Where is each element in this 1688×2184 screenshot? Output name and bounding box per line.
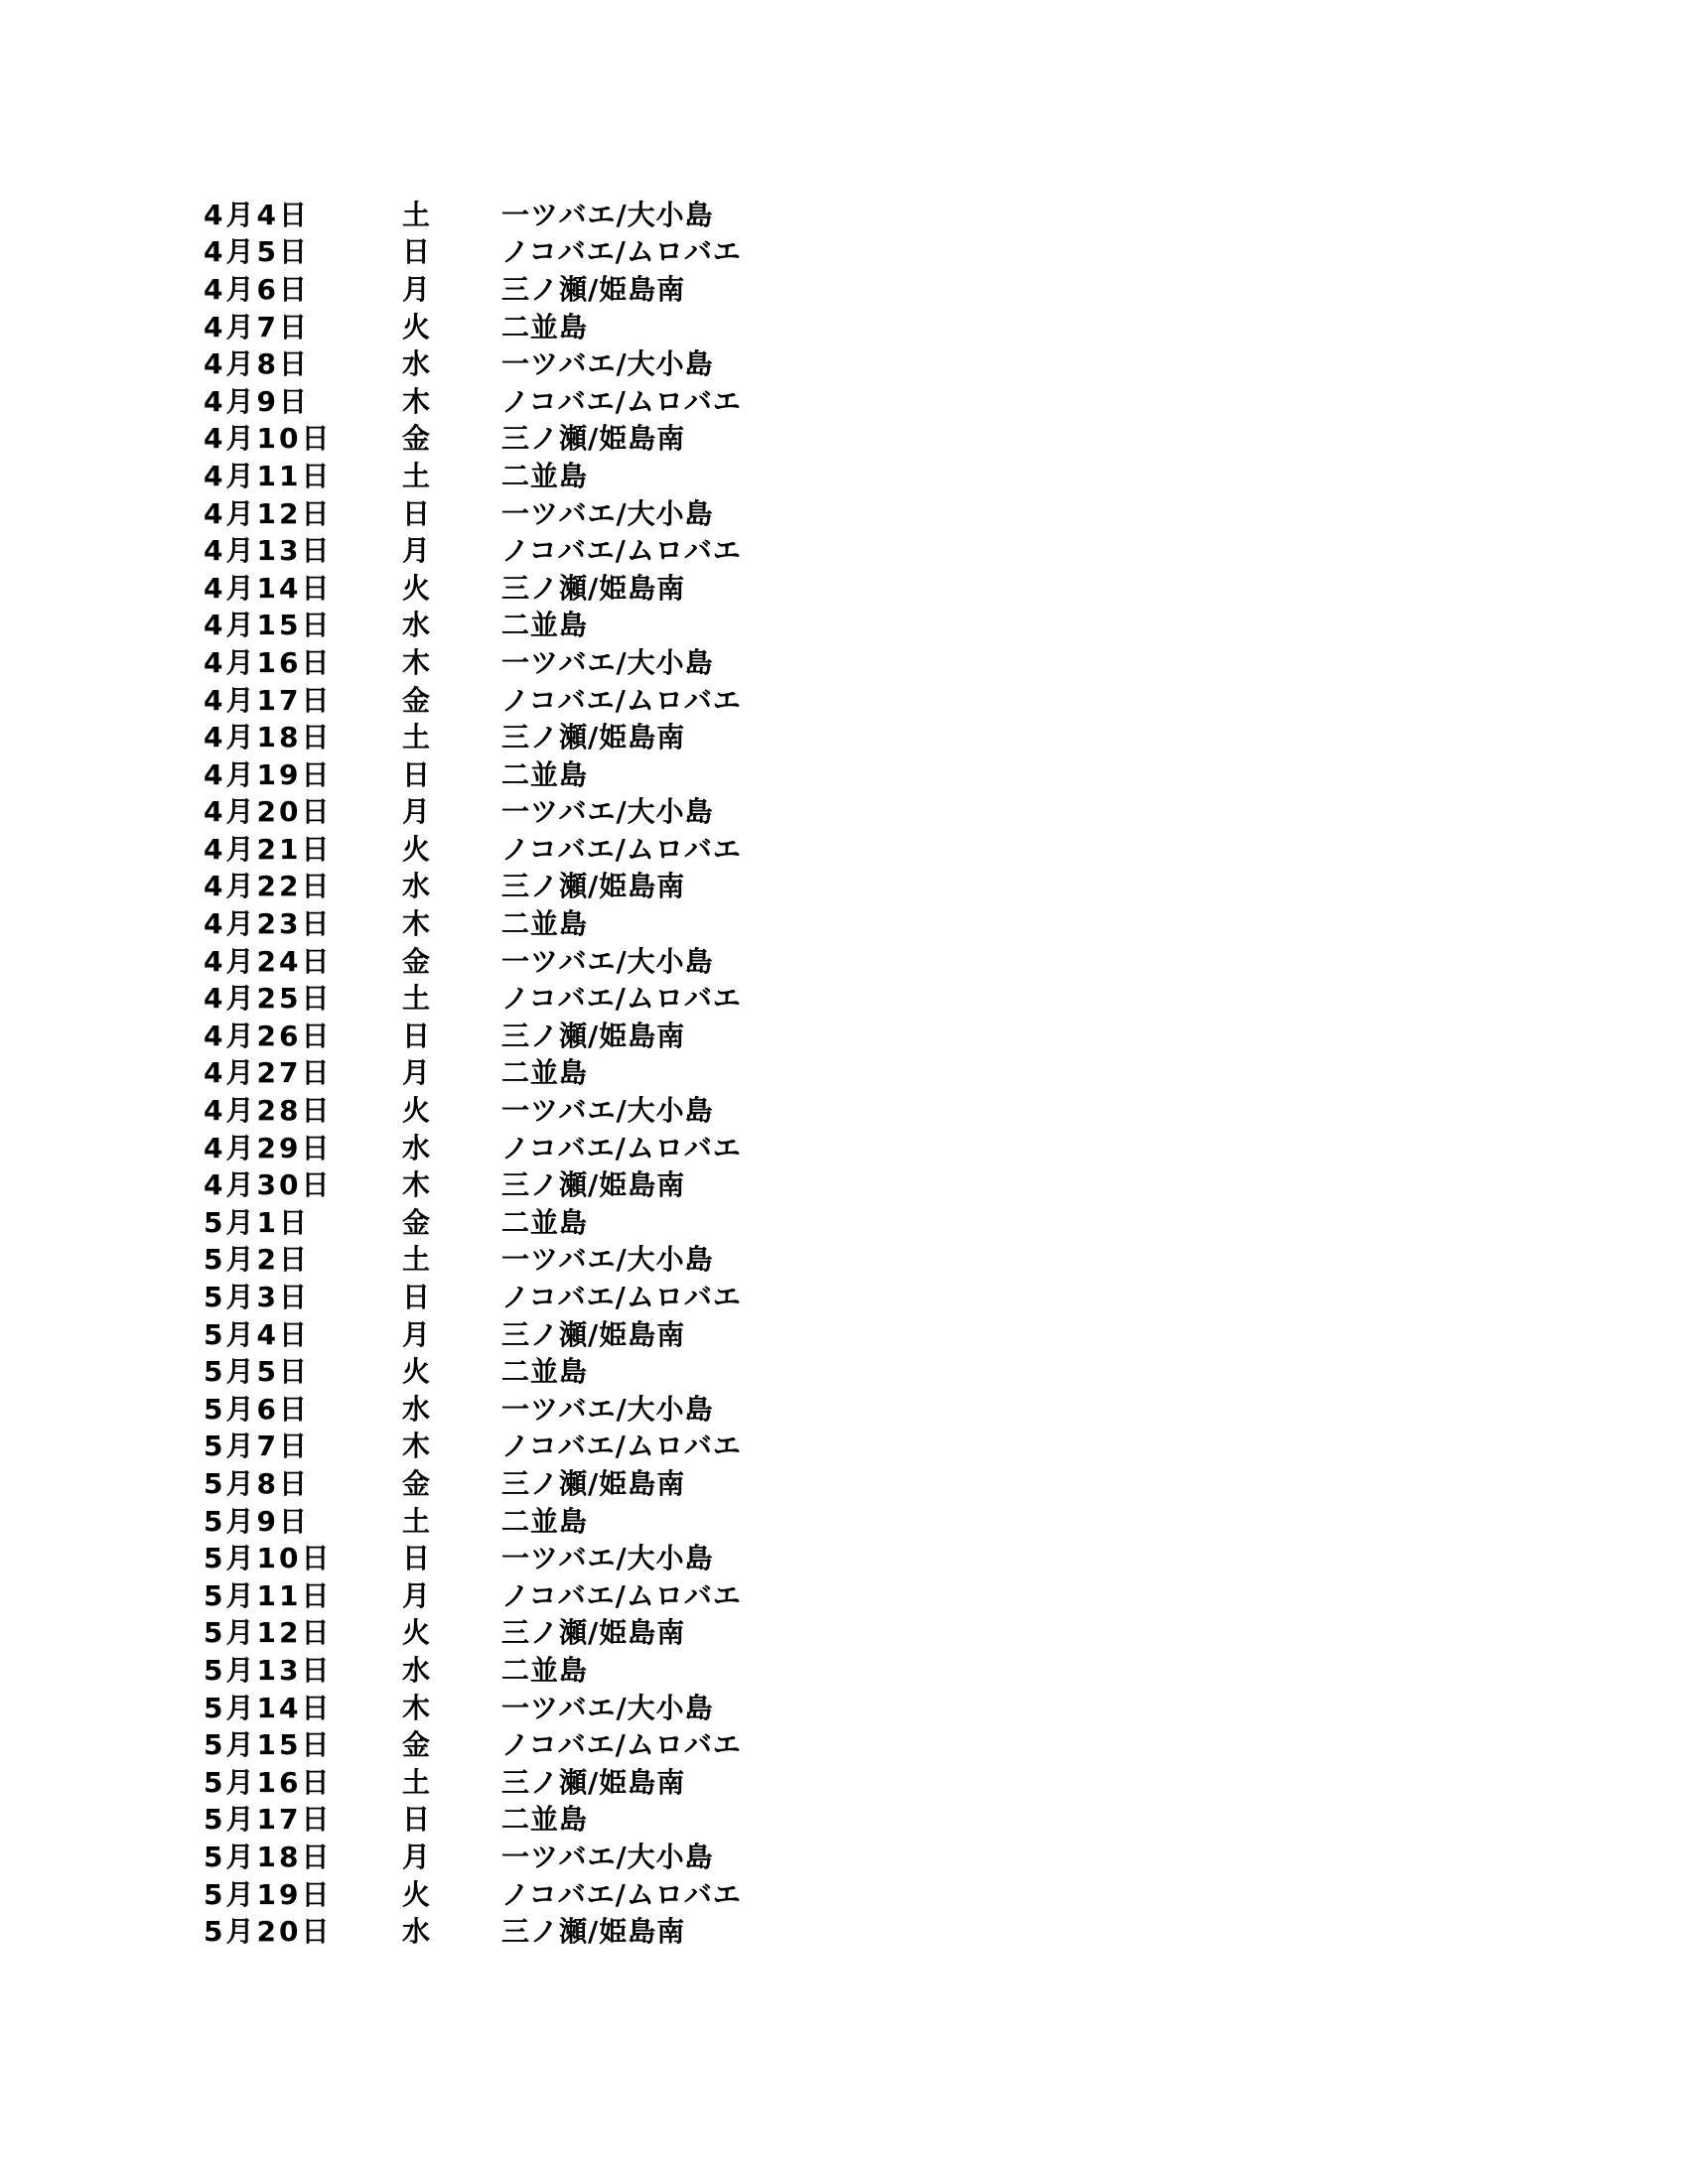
location-cell: 二並島 <box>501 459 589 492</box>
location-cell: 一ツバエ/大小島 <box>501 1392 714 1426</box>
weekday-cell: 水 <box>402 1392 431 1426</box>
date-cell: 4月6日 <box>204 272 310 306</box>
weekday-cell: 月 <box>402 1578 431 1612</box>
schedule-row <box>204 1055 899 1093</box>
date-cell: 5月12日 <box>204 1616 333 1650</box>
location-cell: ノコバエ/ムロバエ <box>501 1430 742 1463</box>
schedule-row <box>204 943 899 981</box>
weekday-cell: 日 <box>402 1803 431 1837</box>
location-cell: ノコバエ/ムロバエ <box>501 235 742 269</box>
schedule-row <box>204 831 899 869</box>
schedule-row <box>204 1726 899 1764</box>
schedule-row <box>204 197 899 234</box>
schedule-row <box>204 1018 899 1055</box>
weekday-cell: 月 <box>402 534 431 568</box>
weekday-cell: 日 <box>402 1281 431 1314</box>
date-cell: 4月28日 <box>204 1094 333 1128</box>
location-cell: 三ノ瀬/姫島南 <box>501 1466 686 1500</box>
schedule-row <box>204 1316 899 1354</box>
location-cell: 一ツバエ/大小島 <box>501 795 714 829</box>
schedule-row <box>204 719 899 756</box>
location-cell: 三ノ瀬/姫島南 <box>501 1317 686 1351</box>
schedule-row <box>204 309 899 346</box>
location-cell: 二並島 <box>501 1056 589 1090</box>
weekday-cell: 木 <box>402 384 431 418</box>
location-cell: 一ツバエ/大小島 <box>501 944 714 978</box>
location-cell: 一ツバエ/大小島 <box>501 496 714 530</box>
schedule-row <box>204 644 899 682</box>
date-cell: 4月13日 <box>204 534 333 568</box>
weekday-cell: 日 <box>402 1019 431 1052</box>
location-cell: 三ノ瀬/姫島南 <box>501 870 686 903</box>
date-cell: 4月21日 <box>204 832 333 866</box>
date-cell: 4月17日 <box>204 683 333 717</box>
location-cell: 二並島 <box>501 609 589 642</box>
date-cell: 4月5日 <box>204 235 310 269</box>
weekday-cell: 金 <box>402 422 431 456</box>
weekday-cell: 水 <box>402 870 431 903</box>
schedule-row <box>204 1577 899 1615</box>
schedule-row <box>204 1279 899 1316</box>
schedule-row <box>204 421 899 459</box>
date-cell: 5月19日 <box>204 1877 333 1911</box>
weekday-cell: 火 <box>402 1877 431 1911</box>
date-cell: 5月2日 <box>204 1243 310 1277</box>
weekday-cell: 火 <box>402 1094 431 1128</box>
schedule-row <box>204 458 899 495</box>
schedule-row <box>204 1391 899 1429</box>
weekday-cell: 水 <box>402 347 431 381</box>
date-cell: 5月9日 <box>204 1504 310 1538</box>
location-cell: ノコバエ/ムロバエ <box>501 1578 742 1612</box>
date-cell: 5月15日 <box>204 1728 333 1762</box>
location-cell: 三ノ瀬/姫島南 <box>501 272 686 306</box>
schedule-row <box>204 1652 899 1690</box>
date-cell: 4月27日 <box>204 1056 333 1090</box>
location-cell: 二並島 <box>501 310 589 343</box>
location-cell: 二並島 <box>501 1803 589 1837</box>
schedule-row <box>204 756 899 794</box>
location-cell: ノコバエ/ムロバエ <box>501 982 742 1016</box>
date-cell: 5月11日 <box>204 1578 333 1612</box>
date-cell: 4月26日 <box>204 1019 333 1052</box>
location-cell: ノコバエ/ムロバエ <box>501 1131 742 1164</box>
schedule-row <box>204 1913 899 1951</box>
schedule-row <box>204 980 899 1018</box>
location-cell: ノコバエ/ムロバエ <box>501 832 742 866</box>
weekday-cell: 火 <box>402 571 431 605</box>
weekday-cell: 木 <box>402 907 431 941</box>
schedule-row <box>204 905 899 943</box>
date-cell: 5月20日 <box>204 1915 333 1949</box>
location-cell: 一ツバエ/大小島 <box>501 1691 714 1724</box>
location-cell: ノコバエ/ムロバエ <box>501 1728 742 1762</box>
schedule-row <box>204 1465 899 1503</box>
weekday-cell: 木 <box>402 1691 431 1724</box>
date-cell: 4月15日 <box>204 609 333 642</box>
location-cell: 三ノ瀬/姫島南 <box>501 721 686 754</box>
schedule-row <box>204 1839 899 1876</box>
weekday-cell: 金 <box>402 1728 431 1762</box>
weekday-cell: 木 <box>402 1430 431 1463</box>
location-cell: 二並島 <box>501 757 589 791</box>
weekday-cell: 水 <box>402 1915 431 1949</box>
date-cell: 5月10日 <box>204 1542 333 1575</box>
weekday-cell: 火 <box>402 832 431 866</box>
location-cell: 三ノ瀬/姫島南 <box>501 1019 686 1052</box>
date-cell: 5月7日 <box>204 1430 310 1463</box>
schedule-row <box>204 1876 899 1914</box>
schedule-row <box>204 608 899 645</box>
schedule-row <box>204 234 899 272</box>
location-cell: 三ノ瀬/姫島南 <box>501 422 686 456</box>
location-cell: 一ツバエ/大小島 <box>501 1094 714 1128</box>
date-cell: 5月17日 <box>204 1803 333 1837</box>
weekday-cell: 金 <box>402 1205 431 1239</box>
schedule-row <box>204 1690 899 1727</box>
schedule-row <box>204 1429 899 1466</box>
weekday-cell: 月 <box>402 795 431 829</box>
weekday-cell: 木 <box>402 645 431 679</box>
weekday-cell: 金 <box>402 1466 431 1500</box>
date-cell: 4月14日 <box>204 571 333 605</box>
schedule-row <box>204 1615 899 1653</box>
weekday-cell: 金 <box>402 944 431 978</box>
weekday-cell: 月 <box>402 272 431 306</box>
location-cell: 三ノ瀬/姫島南 <box>501 1765 686 1799</box>
date-cell: 4月10日 <box>204 422 333 456</box>
location-cell: 一ツバエ/大小島 <box>501 1243 714 1277</box>
location-cell: ノコバエ/ムロバエ <box>501 1877 742 1911</box>
schedule-row <box>204 1353 899 1391</box>
schedule-row <box>204 1503 899 1541</box>
date-cell: 4月11日 <box>204 459 333 492</box>
date-cell: 5月3日 <box>204 1281 310 1314</box>
weekday-cell: 土 <box>402 459 431 492</box>
location-cell: 一ツバエ/大小島 <box>501 1840 714 1873</box>
weekday-cell: 水 <box>402 1653 431 1687</box>
location-cell: 二並島 <box>501 1504 589 1538</box>
date-cell: 4月23日 <box>204 907 333 941</box>
weekday-cell: 木 <box>402 1168 431 1202</box>
location-cell: 二並島 <box>501 1653 589 1687</box>
schedule-row <box>204 570 899 608</box>
schedule-row <box>204 1540 899 1577</box>
date-cell: 4月29日 <box>204 1131 333 1164</box>
location-cell: 二並島 <box>501 907 589 941</box>
location-cell: 一ツバエ/大小島 <box>501 1542 714 1575</box>
weekday-cell: 土 <box>402 1765 431 1799</box>
date-cell: 5月4日 <box>204 1317 310 1351</box>
date-cell: 5月18日 <box>204 1840 333 1873</box>
date-cell: 4月9日 <box>204 384 310 418</box>
weekday-cell: 土 <box>402 1243 431 1277</box>
schedule-row <box>204 1204 899 1242</box>
date-cell: 4月8日 <box>204 347 310 381</box>
location-cell: 二並島 <box>501 1205 589 1239</box>
schedule-row <box>204 1242 899 1280</box>
location-cell: 一ツバエ/大小島 <box>501 198 714 231</box>
weekday-cell: 日 <box>402 757 431 791</box>
location-cell: 一ツバエ/大小島 <box>501 645 714 679</box>
schedule-row <box>204 495 899 533</box>
date-cell: 4月19日 <box>204 757 333 791</box>
schedule-row <box>204 794 899 832</box>
weekday-cell: 日 <box>402 496 431 530</box>
location-cell: 一ツバエ/大小島 <box>501 347 714 381</box>
date-cell: 4月22日 <box>204 870 333 903</box>
schedule-row <box>204 1802 899 1840</box>
location-cell: 三ノ瀬/姫島南 <box>501 1616 686 1650</box>
weekday-cell: 土 <box>402 982 431 1016</box>
date-cell: 4月4日 <box>204 198 310 231</box>
schedule-row <box>204 869 899 906</box>
location-cell: 三ノ瀬/姫島南 <box>501 1915 686 1949</box>
schedule-row <box>204 1092 899 1130</box>
weekday-cell: 土 <box>402 1504 431 1538</box>
schedule-row <box>204 1166 899 1204</box>
weekday-cell: 水 <box>402 1131 431 1164</box>
weekday-cell: 日 <box>402 235 431 269</box>
weekday-cell: 火 <box>402 310 431 343</box>
weekday-cell: 日 <box>402 1542 431 1575</box>
location-cell: 二並島 <box>501 1355 589 1389</box>
date-cell: 4月25日 <box>204 982 333 1016</box>
weekday-cell: 水 <box>402 609 431 642</box>
weekday-cell: 月 <box>402 1056 431 1090</box>
location-cell: 三ノ瀬/姫島南 <box>501 1168 686 1202</box>
weekday-cell: 土 <box>402 721 431 754</box>
schedule-row <box>204 271 899 309</box>
schedule-row <box>204 1764 899 1802</box>
location-cell: ノコバエ/ムロバエ <box>501 384 742 418</box>
date-cell: 5月6日 <box>204 1392 310 1426</box>
schedule-row <box>204 383 899 421</box>
location-cell: ノコバエ/ムロバエ <box>501 1281 742 1314</box>
date-cell: 5月16日 <box>204 1765 333 1799</box>
date-cell: 4月7日 <box>204 310 310 343</box>
date-cell: 4月16日 <box>204 645 333 679</box>
location-cell: 三ノ瀬/姫島南 <box>501 571 686 605</box>
location-cell: ノコバエ/ムロバエ <box>501 534 742 568</box>
schedule-row <box>204 1130 899 1167</box>
weekday-cell: 火 <box>402 1616 431 1650</box>
date-cell: 4月24日 <box>204 944 333 978</box>
schedule-row <box>204 682 899 720</box>
date-cell: 4月12日 <box>204 496 333 530</box>
date-cell: 5月13日 <box>204 1653 333 1687</box>
date-cell: 4月30日 <box>204 1168 333 1202</box>
schedule-row <box>204 532 899 570</box>
weekday-cell: 土 <box>402 198 431 231</box>
weekday-cell: 月 <box>402 1317 431 1351</box>
weekday-cell: 火 <box>402 1355 431 1389</box>
date-cell: 5月1日 <box>204 1205 310 1239</box>
weekday-cell: 金 <box>402 683 431 717</box>
date-cell: 4月18日 <box>204 721 333 754</box>
date-cell: 4月20日 <box>204 795 333 829</box>
date-cell: 5月5日 <box>204 1355 310 1389</box>
schedule-row <box>204 345 899 383</box>
location-cell: ノコバエ/ムロバエ <box>501 683 742 717</box>
schedule-list <box>204 197 899 1951</box>
weekday-cell: 月 <box>402 1840 431 1873</box>
date-cell: 5月8日 <box>204 1466 310 1500</box>
date-cell: 5月14日 <box>204 1691 333 1724</box>
